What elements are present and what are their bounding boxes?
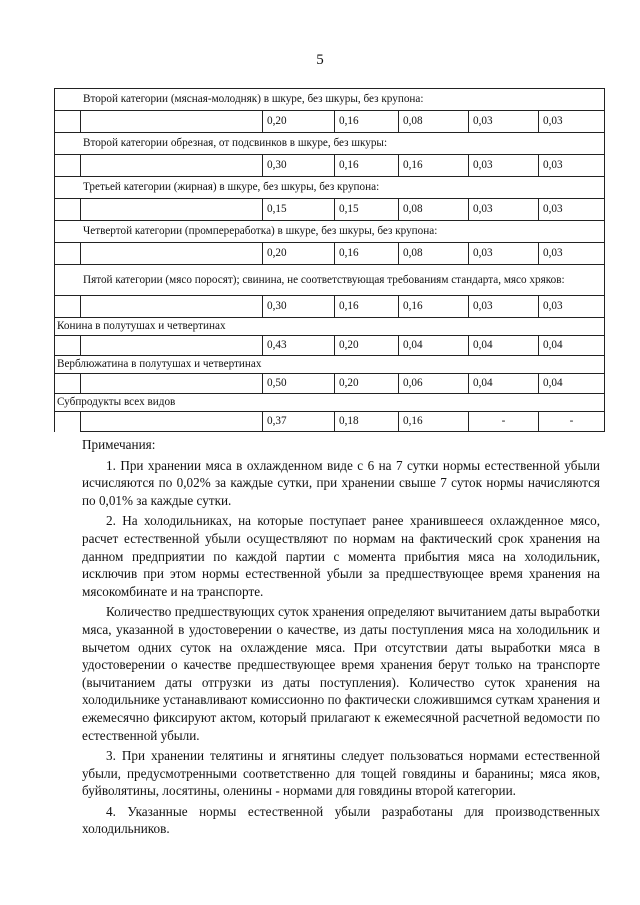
blank-cell: [81, 155, 263, 177]
norm-value-cell: 0,03: [469, 243, 539, 265]
norm-value-cell: 0,16: [335, 296, 399, 318]
note-paragraph: Количество предшествующих суток хранения определяют вычитанием даты выработки мяса, указанной в удостоверении о качестве, из даты поступления мяса на холодильник и вычетом одних суток на охлаждение мяса. При отсутствии даты выработки мяса в удостоверении о качестве предшествующее время хранения берут только на транспорте (вычитанием даты отгрузки из даты поступления). Количество суток хранения на холодильнике устанавливают комиссионно по фактически сложившимся суткам хранения и ежемесячно фиксируют актом, который прилагают к ежемесячной расчетной ведомости по естественной убыли.: [82, 604, 600, 743]
notes-title: Примечания:: [82, 437, 156, 452]
product-label: Второй категории (мясная-молодняк) в шкуре, без шкуры, без крупона:: [55, 89, 605, 111]
note-paragraph: 3. При хранении телятины и ягнятины следует пользоваться нормами естественной убыли, предусмотренными соответственно для тощей говядины и баранины; мяса яков, буйволятины, лосятины, оленины - нормами для говядины второй категории.: [82, 748, 600, 799]
norm-value-cell: 0,03: [469, 296, 539, 318]
norm-value-cell: 0,15: [335, 199, 399, 221]
table-label-row: [55, 394, 605, 412]
norm-value-cell: -: [469, 412, 539, 432]
blank-cell: [81, 111, 263, 133]
blank-cell: [81, 199, 263, 221]
norm-value-cell: 0,16: [399, 155, 469, 177]
shrinkage-norms-table: [54, 88, 605, 432]
note-paragraph: 4. Указанные нормы естественной убыли разработаны для производственных холодильников.: [82, 803, 600, 837]
norm-value-cell: 0,08: [399, 199, 469, 221]
table-label-row: [55, 356, 605, 374]
table-values-row: [55, 155, 605, 177]
norm-value-cell: 0,20: [263, 243, 335, 265]
indent-cell: [55, 336, 81, 356]
norm-value-cell: 0,16: [335, 111, 399, 133]
table-values-row: [55, 374, 605, 394]
norm-value-cell: 0,04: [469, 336, 539, 356]
table-label-row: [55, 265, 605, 296]
norm-value-cell: 0,03: [469, 155, 539, 177]
indent-cell: [55, 243, 81, 265]
blank-cell: [81, 412, 263, 432]
norm-value-cell: 0,04: [539, 374, 605, 394]
product-label: Четвертой категории (промпереработка) в шкуре, без шкуры, без крупона:: [55, 221, 605, 243]
table-label-row: [55, 318, 605, 336]
table-label-row: [55, 177, 605, 199]
norm-value-cell: 0,03: [539, 296, 605, 318]
norm-value-cell: 0,04: [399, 336, 469, 356]
indent-cell: [55, 374, 81, 394]
norm-value-cell: 0,03: [469, 111, 539, 133]
norm-value-cell: 0,03: [539, 243, 605, 265]
norm-value-cell: 0,08: [399, 243, 469, 265]
norm-value-cell: 0,16: [335, 155, 399, 177]
norm-value-cell: 0,08: [399, 111, 469, 133]
norm-value-cell: 0,20: [263, 111, 335, 133]
blank-cell: [81, 336, 263, 356]
table-label-row: [55, 133, 605, 155]
norm-value-cell: 0,03: [539, 111, 605, 133]
note-paragraph: 1. При хранении мяса в охлажденном виде с 6 на 7 сутки нормы естественной убыли исчисляются по 0,02% за каждые сутки, при хранении свыше 7 суток нормы начисляются по 0,01% за каждые сутки.: [82, 457, 600, 508]
indent-cell: [55, 412, 81, 432]
product-label: Пятой категории (мясо поросят); свинина, не соответствующая требованиям стандарта, мясо хряков:: [55, 265, 605, 296]
norm-value-cell: 0,15: [263, 199, 335, 221]
norm-value-cell: 0,30: [263, 155, 335, 177]
product-label: Конина в полутушах и четвертинах: [55, 318, 605, 336]
blank-cell: [81, 243, 263, 265]
table-values-row: [55, 243, 605, 265]
indent-cell: [55, 296, 81, 318]
norm-value-cell: 0,37: [263, 412, 335, 432]
table-values-row: [55, 412, 605, 432]
indent-cell: [55, 199, 81, 221]
page-number: 5: [316, 52, 324, 68]
norm-value-cell: 0,50: [263, 374, 335, 394]
norm-value-cell: 0,03: [539, 199, 605, 221]
norm-value-cell: 0,20: [335, 374, 399, 394]
norm-value-cell: 0,04: [469, 374, 539, 394]
indent-cell: [55, 111, 81, 133]
norm-value-cell: 0,04: [539, 336, 605, 356]
product-label: Верблюжатина в полутушах и четвертинах: [55, 356, 605, 374]
product-label: Третьей категории (жирная) в шкуре, без шкуры, без крупона:: [55, 177, 605, 199]
indent-cell: [55, 155, 81, 177]
norm-value-cell: 0,30: [263, 296, 335, 318]
table-values-row: [55, 111, 605, 133]
note-paragraph: 2. На холодильниках, на которые поступает ранее хранившееся охлажденное мясо, расчет естественной убыли осуществляют по нормам на фактический срок хранения на данном предприятии по каждой партии с момента прибытия мяса на холодильник, исключив при этом нормы естественной убыли за предшествующее время хранения на мясокомбинате и на транспорте.: [82, 513, 600, 599]
norm-value-cell: 0,20: [335, 336, 399, 356]
norm-value-cell: 0,16: [399, 296, 469, 318]
blank-cell: [81, 296, 263, 318]
norm-value-cell: 0,16: [335, 243, 399, 265]
table-label-row: [55, 89, 605, 111]
norm-value-cell: -: [539, 412, 605, 432]
norm-value-cell: 0,16: [399, 412, 469, 432]
blank-cell: [81, 374, 263, 394]
table-values-row: [55, 336, 605, 356]
product-label: Второй категории обрезная, от подсвинков в шкуре, без шкуры:: [55, 133, 605, 155]
norm-value-cell: 0,03: [539, 155, 605, 177]
product-label: Субпродукты всех видов: [55, 394, 605, 412]
norm-value-cell: 0,43: [263, 336, 335, 356]
table-values-row: [55, 296, 605, 318]
table-label-row: [55, 221, 605, 243]
norm-value-cell: 0,18: [335, 412, 399, 432]
notes-section: [82, 436, 600, 841]
table-values-row: [55, 199, 605, 221]
norm-value-cell: 0,03: [469, 199, 539, 221]
norm-value-cell: 0,06: [399, 374, 469, 394]
